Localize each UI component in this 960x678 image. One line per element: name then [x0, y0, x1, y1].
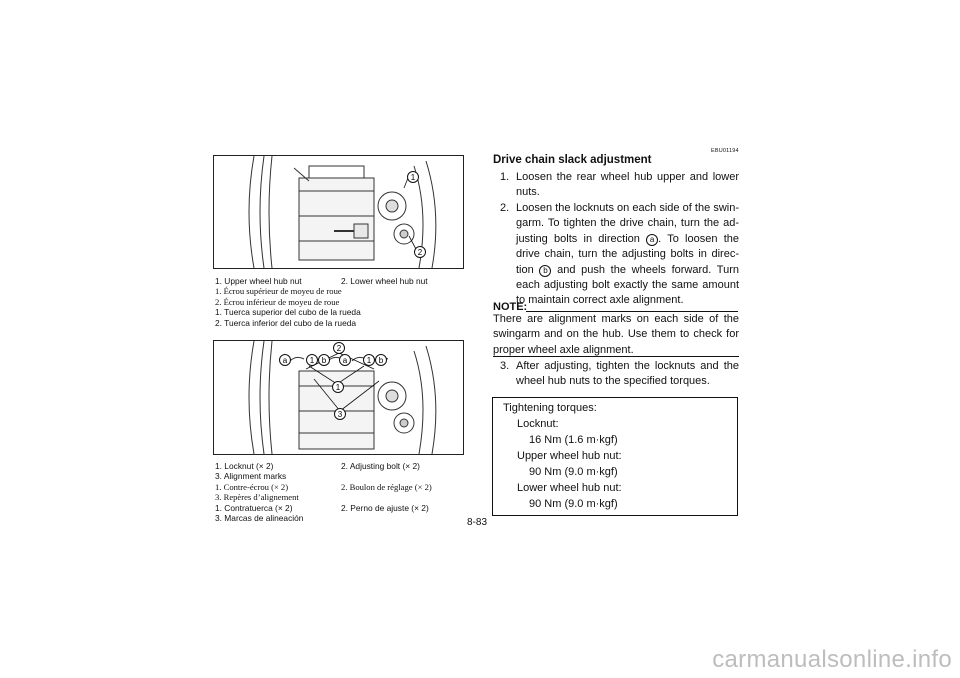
caption-figure2: [215, 461, 432, 523]
callout-a-left: [280, 355, 291, 366]
torque-label-upper-hub: Upper wheel hub nut:: [517, 450, 622, 462]
wheel-hub-illustration: [214, 156, 463, 268]
svg-text:1: 1: [410, 173, 416, 182]
callout-1: [408, 172, 419, 183]
direction-a-mark: a: [646, 234, 658, 246]
note-label: NOTE:: [493, 301, 528, 313]
note-text: There are alignment marks on each side of the swingarm and on the hub. Use them to check for proper wheel axle alignment.: [493, 313, 739, 356]
step-3-text: After adjusting, tighten the locknuts and the wheel hub nuts to the specified torques.: [516, 360, 739, 388]
callout-a-right: [340, 355, 351, 366]
caption-en-2: 2. Adjusting bolt (× 2): [341, 461, 420, 471]
caption-figure1: [215, 276, 428, 328]
note-end-divider: [493, 356, 739, 357]
svg-text:2: 2: [336, 344, 342, 353]
svg-text:b: b: [378, 356, 384, 365]
step-2-number: 2.: [500, 202, 510, 214]
section-code: EBU01194: [711, 148, 739, 154]
caption-en-3: 3. Alignment marks: [215, 471, 287, 482]
svg-text:1: 1: [335, 383, 341, 392]
svg-text:2: 2: [417, 248, 423, 257]
torque-value-locknut: 16 Nm (1.6 m·kgf): [529, 434, 618, 446]
svg-text:b: b: [321, 356, 327, 365]
direction-b-mark: b: [539, 265, 551, 277]
svg-text:a: a: [282, 356, 288, 365]
step-3: [500, 359, 739, 390]
watermark: carmanualsonline.info: [712, 646, 952, 673]
step-2-text: Loosen the locknuts on each side of the swin-garm. To tighten the drive chain, turn the ad-justing bolts in direction a . To loosen the drive chain, turn the adjusting bolts in direc-tion b and push the wheels forward. Turn each adjusting bolt exactly the same amount to maintain correct axle alignment.: [516, 202, 739, 307]
svg-text:1: 1: [309, 356, 315, 365]
step-1: [500, 170, 739, 201]
torque-value-upper-hub: 90 Nm (9.0 m·kgf): [529, 466, 618, 478]
section-title: Drive chain slack adjustment: [493, 154, 652, 166]
torque-value-lower-hub: 90 Nm (9.0 m·kgf): [529, 498, 618, 510]
torque-label-locknut: Locknut:: [517, 418, 559, 430]
figure-locknut-adjusting-bolt: [213, 340, 464, 455]
callout-1-right: [364, 355, 375, 366]
callout-1-center: [333, 382, 344, 393]
caption-es-1: 1. Tuerca superior del cubo de la rueda: [215, 307, 361, 318]
callout-1-left: [307, 355, 318, 366]
step-2: [500, 201, 739, 309]
callout-b-left: [319, 355, 330, 366]
callout-b-right: [376, 355, 387, 366]
caption-es-2: 2. Tuerca inferior del cubo de la rueda: [215, 317, 357, 328]
caption-fr-2: 2. Boulon de réglage (× 2): [341, 481, 432, 492]
step-3-number: 3.: [500, 360, 510, 372]
step-1-number: 1.: [500, 171, 510, 183]
caption-en-1: 1. Upper wheel hub nut: [215, 276, 302, 286]
caption-en-2: 2. Lower wheel hub nut: [341, 276, 428, 286]
callout-2: [415, 247, 426, 258]
torque-heading: Tightening torques:: [503, 402, 597, 414]
caption-fr-1: 1. Écrou supérieur de moyeu de roue: [215, 286, 342, 297]
svg-text:a: a: [342, 356, 348, 365]
caption-es-3: 3. Marcas de alineación: [215, 513, 304, 524]
callout-2: [334, 343, 345, 354]
caption-fr-1: 1. Contre-écrou (× 2): [215, 481, 289, 492]
torque-spec-box: [492, 397, 738, 516]
svg-text:1: 1: [366, 356, 372, 365]
torque-label-lower-hub: Lower wheel hub nut:: [517, 482, 622, 494]
adjuster-illustration: [214, 341, 463, 454]
step-1-text: Loosen the rear wheel hub upper and lower nuts.: [516, 171, 739, 199]
caption-es-1: 1. Contratuerca (× 2): [215, 502, 293, 513]
caption-fr-3: 3. Repères d’alignement: [215, 492, 299, 503]
page-number: 8-83: [467, 517, 488, 528]
caption-fr-2: 2. Écrou inférieur de moyeu de roue: [215, 296, 340, 307]
svg-text:3: 3: [337, 410, 343, 419]
caption-en-1: 1. Locknut (× 2): [215, 461, 274, 471]
figure-wheel-hub-nuts: [213, 155, 464, 269]
callout-3: [335, 409, 346, 420]
caption-es-2: 2. Perno de ajuste (× 2): [341, 502, 429, 513]
